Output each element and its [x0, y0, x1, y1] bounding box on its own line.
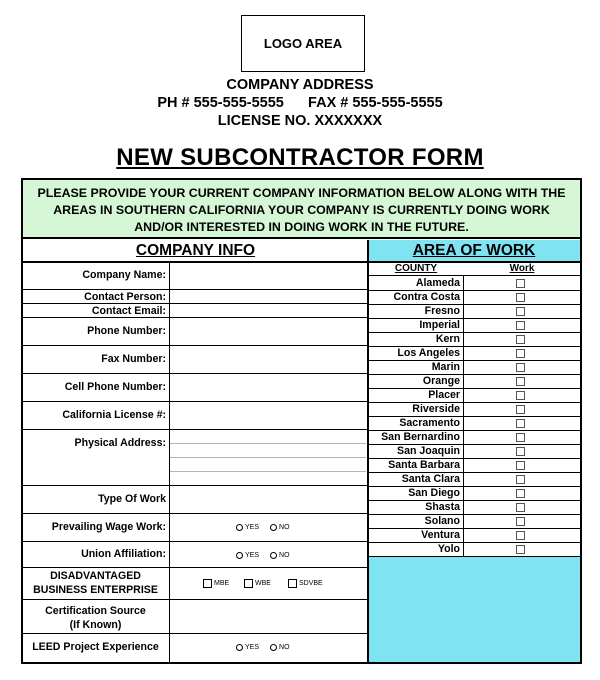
sdvbe-option	[288, 579, 323, 588]
county-label: Imperial	[419, 319, 460, 331]
wbe-checkbox[interactable]	[244, 579, 253, 588]
county-work-checkbox[interactable]	[516, 279, 525, 288]
county-label: Santa Barbara	[388, 459, 460, 471]
row-sep	[23, 373, 368, 374]
row-sep	[23, 303, 368, 304]
county-label: Kern	[435, 333, 460, 345]
county-label: Marin	[431, 361, 460, 373]
area-footer-bg	[368, 556, 580, 662]
company-info-heading: COMPANY INFO	[135, 242, 256, 259]
yes-label: YES	[245, 644, 260, 651]
instructions-line-2: AREAS IN SOUTHERN CALIFORNIA YOUR COMPANY IS CURRENTLY DOING WORK	[53, 203, 550, 217]
row-sep	[23, 317, 368, 318]
leed-label: LEED Project Experience	[32, 641, 159, 653]
mbe-option	[203, 579, 229, 588]
no-label: NO	[279, 644, 290, 651]
row-sep	[23, 541, 368, 542]
instructions-line-1: PLEASE PROVIDE YOUR CURRENT COMPANY INFORMATION BELOW ALONG WITH THE	[37, 186, 566, 200]
county-label: Los Angeles	[397, 347, 460, 359]
county-work-checkbox[interactable]	[516, 293, 525, 302]
county-label: Placer	[428, 389, 460, 401]
union-yes-radio[interactable]	[236, 552, 243, 559]
row-sep	[23, 401, 368, 402]
dbe-label-1: DISADVANTAGED	[50, 570, 141, 582]
county-work-checkbox[interactable]	[516, 419, 525, 428]
mbe-label: MBE	[214, 580, 230, 587]
row-sep	[23, 345, 368, 346]
address-line	[170, 443, 366, 444]
address-line	[170, 471, 366, 472]
row-sep	[23, 429, 368, 430]
row-sep	[23, 567, 368, 568]
row-sep	[23, 633, 368, 634]
union-affiliation-label: Union Affiliation:	[81, 548, 166, 560]
row-sep	[23, 485, 368, 486]
company-address: COMPANY ADDRESS	[226, 77, 374, 93]
mbe-checkbox[interactable]	[203, 579, 212, 588]
county-label: San Bernardino	[381, 431, 460, 443]
row-sep	[23, 599, 368, 600]
county-work-checkbox[interactable]	[516, 349, 525, 358]
county-column-header: COUNTY	[394, 263, 438, 274]
county-label: Santa Clara	[401, 473, 460, 485]
prevailing-wage-yes-radio[interactable]	[236, 524, 243, 531]
prevailing-wage-label: Prevailing Wage Work:	[51, 521, 166, 533]
wbe-option	[244, 579, 271, 588]
union-no-radio[interactable]	[270, 552, 277, 559]
form-title: NEW SUBCONTRACTOR FORM	[116, 144, 484, 171]
county-label: San Diego	[408, 487, 460, 499]
county-label: Ventura	[421, 529, 460, 541]
label-divider	[169, 262, 170, 662]
instructions-line-3: AND/OR INTERESTED IN DOING WORK IN THE FUTURE.	[134, 220, 469, 234]
fax-number-label: Fax Number:	[101, 353, 166, 365]
company-name-label: Company Name:	[82, 269, 166, 281]
physical-address-label: Physical Address:	[74, 437, 166, 449]
prevailing-wage-radios	[236, 524, 290, 531]
county-label: Sacramento	[399, 417, 460, 429]
logo-text: LOGO AREA	[263, 36, 343, 51]
row-sep	[23, 513, 368, 514]
county-label: Solano	[424, 515, 460, 527]
county-label: Contra Costa	[393, 291, 460, 303]
county-label: Yolo	[437, 543, 460, 555]
county-work-checkbox[interactable]	[516, 307, 525, 316]
county-work-checkbox[interactable]	[516, 489, 525, 498]
leed-no-radio[interactable]	[270, 644, 277, 651]
area-of-work-heading: AREA OF WORK	[412, 242, 536, 259]
phone-fax: PH # 555-555-5555 FAX # 555-555-5555	[157, 95, 443, 111]
sdvbe-label: SDVBE	[299, 580, 323, 587]
county-work-checkbox[interactable]	[516, 447, 525, 456]
leed-yes-radio[interactable]	[236, 644, 243, 651]
wbe-label: WBE	[255, 580, 271, 587]
county-label: Alameda	[415, 277, 460, 289]
county-work-checkbox[interactable]	[516, 433, 525, 442]
county-work-checkbox[interactable]	[516, 391, 525, 400]
county-work-checkbox[interactable]	[516, 363, 525, 372]
county-work-checkbox[interactable]	[516, 475, 525, 484]
cert-source-label-2: (If Known)	[69, 619, 122, 631]
row-sep	[23, 289, 368, 290]
county-row-line	[368, 556, 580, 557]
prevailing-wage-no-radio[interactable]	[270, 524, 277, 531]
cell-phone-label: Cell Phone Number:	[64, 381, 166, 393]
leed-radios	[236, 644, 290, 651]
address-line	[170, 457, 366, 458]
sdvbe-checkbox[interactable]	[288, 579, 297, 588]
no-label: NO	[279, 552, 290, 559]
county-label: Shasta	[425, 501, 460, 513]
license-label: California License #:	[62, 409, 166, 421]
type-of-work-label: Type Of Work	[98, 493, 166, 505]
contact-email-label: Contact Email:	[91, 305, 166, 317]
license-number: LICENSE NO. XXXXXXX	[217, 113, 383, 129]
work-column-header: Work	[509, 263, 535, 274]
cert-source-label-1: Certification Source	[45, 605, 146, 617]
county-work-checkbox[interactable]	[516, 405, 525, 414]
county-label: Orange	[422, 375, 460, 387]
union-radios	[236, 552, 290, 559]
instructions-banner	[23, 180, 580, 239]
contact-person-label: Contact Person:	[84, 291, 166, 303]
county-label: San Joaquin	[397, 445, 460, 457]
county-label: Riverside	[412, 403, 460, 415]
county-work-checkbox[interactable]	[516, 321, 525, 330]
county-work-checkbox[interactable]	[516, 335, 525, 344]
county-work-checkbox[interactable]	[516, 377, 525, 386]
county-work-checkbox[interactable]	[516, 517, 525, 526]
yes-label: YES	[245, 524, 260, 531]
phone-number-label: Phone Number:	[87, 325, 166, 337]
county-work-checkbox[interactable]	[516, 503, 525, 512]
county-work-checkbox[interactable]	[516, 545, 525, 554]
dbe-label-2: BUSINESS ENTERPRISE	[33, 584, 158, 596]
logo-area	[241, 15, 365, 72]
yes-label: YES	[245, 552, 260, 559]
no-label: NO	[279, 524, 290, 531]
county-work-checkbox[interactable]	[516, 461, 525, 470]
county-work-checkbox[interactable]	[516, 531, 525, 540]
county-label: Fresno	[424, 305, 460, 317]
